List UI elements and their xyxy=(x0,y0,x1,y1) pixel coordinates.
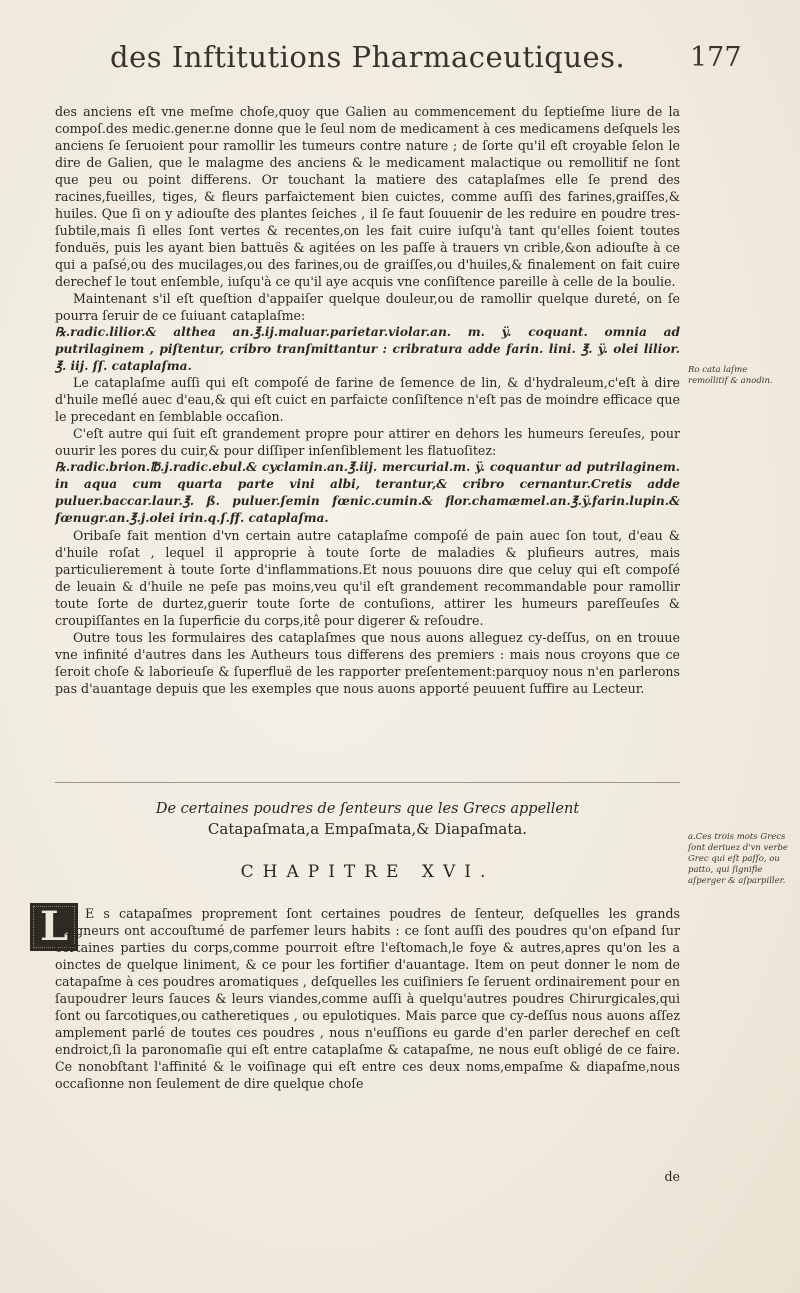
section-title: De certaines poudres de ſenteurs que les Grecs appellent xyxy=(155,801,580,817)
margin-note: a.Ces trois mots Grecs ſont deriuez d'vn verbe Grec qui eſt paſſo, ou patto, qui ſignifie aſperger & aſparpiller. xyxy=(688,832,788,886)
body-text-top xyxy=(55,103,680,697)
paragraph: Outre tous les formulaires des cataplaſmes que nous auons alleguez cy-deſſus, on en trouue vne infinité d'autres dans les Autheurs tous differens des premiers : mais nous croyons que ce ſeroit choſe & laborieuſe & ſuperfluë de les rapporter preſentement:parquoy nous n'en parlerons pas d'auantage depuis que les exemples que nous auons apporté peuuent ſuffire au Lecteur. xyxy=(55,629,680,696)
paragraph: E s catapaſmes proprement ſont certaines poudres de ſenteur, deſquelles les grands Seigneurs ont accouſtumé de parfemer leurs habits : ce ſont auſſi des poudres qu'on eſpand ſur certaines parties du corps,comme pourroit eſtre l'eſtomach,le foye & autres,apres qu'on les a oinctes de quelque liniment, & ce pour les fortifier d'auantage. Item on peut donner le nom de catapaſme à ces poudres aromatiques , deſquelles les cuiſiniers ſe ſeruent ordinairement pour en ſaupoudrer leurs ſauces & leurs viandes,comme auſſi à quelqu'autres poudres Chirurgicales,qui ſont ou ſarcotiques,ou catheretiques , ou epulotiques. Mais parce que cy-deſſus nous auons aſſez amplement parlé de toutes ces poudres , nous n'euſſions eu garde d'en parler derechef en ceſt endroict,ſi la paronomaſie qui eſt entre cataplaſme & catapaſme, ne nous euſt obligé de ce faire. Ce nonobſtant l'affinité & le voiſinage qui eſt entre ces deux noms,empaſme & diapaſme,nous occaſionne non ſeulement de dire quelque choſe xyxy=(55,906,680,1091)
body-text-bottom xyxy=(55,905,680,1092)
chapter-heading: CHAPITRE XVI. xyxy=(240,862,495,882)
section-divider xyxy=(55,782,680,783)
page-number: 177 xyxy=(690,42,742,73)
margin-note: Ro cata laſme remollitif & anodin. xyxy=(688,365,773,386)
recipe: ℞.radic.lilior.& althea an.℥.ij.maluar.parietar.violar.an. m. ÿ. coquant. omnia ad putrilaginem , piſtentur, cribro tranſmittantur : cribratura adde farin. lini. ℥. ÿ. olei lilior. ℥. iij. ſſ. cataplaſma. xyxy=(55,325,680,373)
drop-cap: L xyxy=(30,903,78,951)
running-title: des Inftitutions Pharmaceutiques. xyxy=(110,40,626,74)
paragraph: Oribaſe fait mention d'vn certain autre cataplaſme compoſé de pain auec ſon tout, d'eau & d'huile roſat , lequel il approprie à toute ſorte de maladies & plufieurs autres, mais particulierement à toute ſorte d'inflammations.Et nous pouuons dire que celuy qui eſt compoſé de leuain & d'huile ne peſe pas moins,veu qu'il eſt grandement recommandable pour ramollir toute ſorte de durtez,guerir toute ſorte de contuſions, attirer les humeurs pareſſeuſes & croupiſſantes en la ſuperficie du corps,itê pour digerer & reſoudre. xyxy=(55,527,680,628)
paragraph: des anciens eſt vne meſme choſe,quoy que Galien au commencement du ſeptieſme liure de la compoſ.des medic.gener.ne donne que le ſeul nom de medicament à ces medicamens deſquels les anciens ſe ſeruoient pour ramollir les tumeurs contre nature ; de ſorte qu'il eſt croyable ſelon le dire de Galien, que le malagme des anciens & le medicament malactique ou remollitif ne ſont que peu ou point differens. Or touchant la matiere des cataplaſmes elle ſe prend des racines,fueilles, tiges, & fleurs parfaictement bien cuictes, comme auſſi des farines,graiſſes,& huiles. Que ſi on y adiouſte des plantes ſeiches , il ſe faut ſouuenir de les reduire en poudre tres-ſubtile,mais ſi elles ſont vertes & recentes,on les fait cuire iuſqu'à tant qu'elles ſoient toutes fonduës, puis les ayant bien battuës & agitées on les paſſe à trauers vn crible,&on adiouſte à ce qui a paſsé,ou des mucilages,ou des farines,ou de graiſſes,ou d'huiles,& finalement on fait cuire derechef le tout enſemble, iuſqu'à ce qu'il aye acquis vne conſiſtence pareille à celle de la boulie. xyxy=(55,104,680,289)
paragraph: Le cataplaſme auſſi qui eſt compoſé de farine de ſemence de lin, & d'hydraleum,c'eſt à dire d'huile meſlé auec d'eau,& qui eſt cuict en parfaicte conſiſtence n'eſt pas de moindre efficace que le precedant en ſemblable occaſion. xyxy=(55,375,680,425)
paragraph: C'eſt autre qui ſuit eſt grandement propre pour attirer en dehors les humeurs ſereuſes, pour ouurir les pores du cuir,& pour diſſiper inſenſiblement les flatuoſitez: xyxy=(55,426,680,459)
catchword: de xyxy=(664,1169,680,1184)
section-subtitle: Catapaſmata,a Empaſmata,& Diapaſmata. xyxy=(207,820,528,838)
recipe: ℞.radic.brion.℔.j.radic.ebul.& cyclamin.an.℥.iij. mercurial.m. ÿ. coquantur ad putrilaginem. in aqua cum quarta parte vini albi, terantur,& cribro cernantur.Cretis adde puluer.baccar.laur.℥. ß. puluer.ſemin fœnic.cumin.& flor.chamæmel.an.℥.ÿ.farin.lupin.& fœnugr.an.℥.j.olei irin.q.ſ.ff. cataplaſma. xyxy=(55,460,680,525)
paragraph: Maintenant s'il eſt queſtion d'appaiſer quelque douleur,ou de ramollir quelque dureté, on ſe pourra ſeruir de ce ſuiuant cataplaſme: xyxy=(55,291,680,323)
